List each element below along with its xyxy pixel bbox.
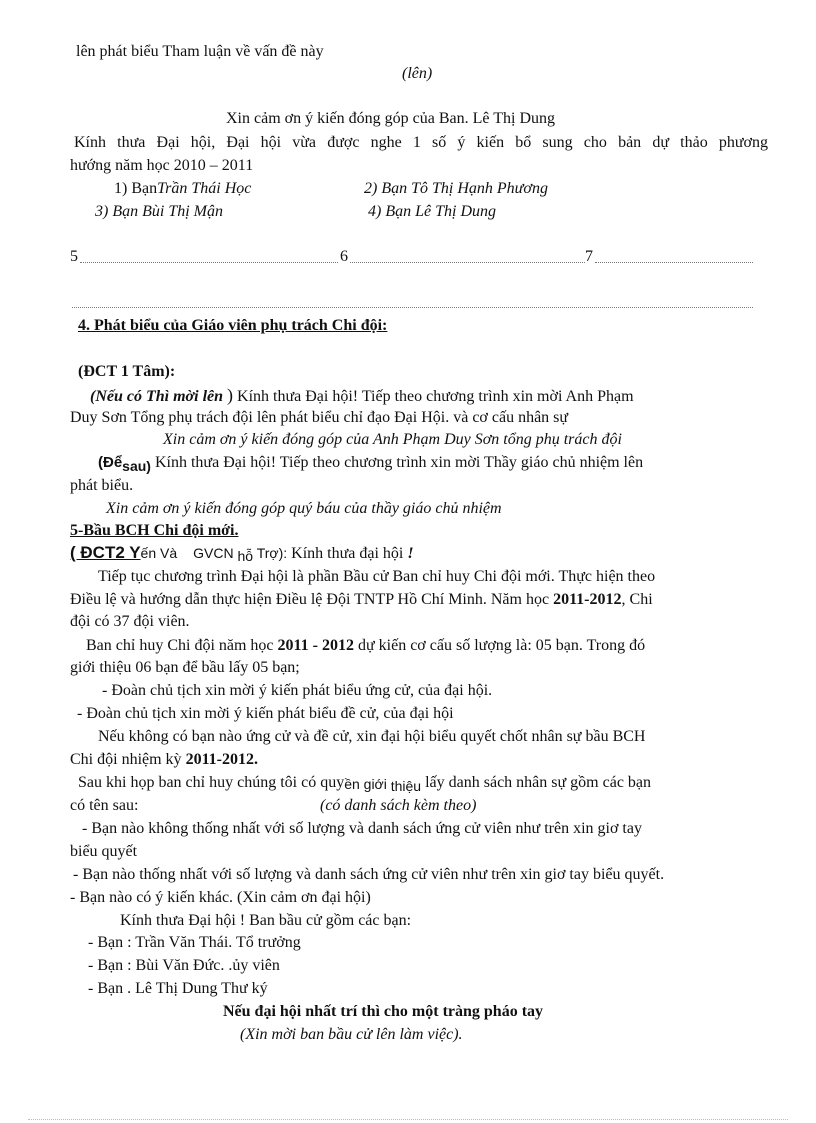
p3-year: 2011-2012: [185, 751, 255, 768]
p1-line-3: đội có 37 đội viên.: [70, 613, 190, 630]
slot-6-dots: [350, 262, 585, 263]
bottom-border: [28, 1119, 788, 1120]
ung-cu-line: - Đoàn chủ tịch xin mời ý kiến phát biểu ứng cử, của đại hội.: [102, 682, 493, 699]
p1-line-2-b: , Chi: [621, 591, 653, 608]
dct1-label: (ĐCT 1 Tâm):: [78, 363, 176, 380]
tro-label: Trợ: [253, 545, 279, 561]
sau-label: sau): [122, 458, 151, 474]
p4-thieu: thiệu: [386, 778, 422, 794]
ban-bau-cu-line: Kính thưa Đại hội ! Ban bầu cử gồm các bạn:: [120, 912, 412, 929]
p3-line-1: Nếu không có bạn nào ứng cử và đề cử, xin đại hội biểu quyết chốt nhân sự bầu BCH: [98, 728, 646, 745]
p2-line-2: giới thiệu 06 bạn để bầu lấy 05 bạn;: [70, 659, 300, 676]
p1-line-2: [70, 590, 653, 609]
dct2-line: [70, 543, 414, 563]
slot-7-number: 7: [585, 248, 593, 265]
slot-5-number: 5: [70, 248, 78, 265]
intro-len: (lên): [402, 65, 433, 82]
intro-line: lên phát biểu Tham luận về vấn đề này: [76, 43, 324, 60]
thong-nhat-line: - Bạn nào thống nhất với số lượng và danh sách ứng cử viên như trên xin giơ tay biểu quyết.: [73, 866, 665, 883]
dct2-kinh-thua: Kính thưa đại hội: [287, 545, 404, 562]
speaker-1: [114, 179, 251, 198]
speaker-1-number: 1) Bạn: [114, 180, 158, 197]
dct2-en-va: ến Và: [140, 545, 178, 561]
speaker-2: 2) Bạn Tô Thị Hạnh Phương: [364, 180, 548, 197]
gvcn-label: GVCN: [193, 545, 234, 561]
speaker-1-name: Trần Thái Học: [157, 180, 252, 197]
y-kien-khac-line: - Bạn nào có ý kiến khác. (Xin cảm ơn đại hội): [70, 889, 371, 906]
kinh-thua-line-2: hướng năm học 2010 – 2011: [70, 157, 254, 174]
ho-label: hỗ: [233, 548, 254, 564]
neu-co-paren: ): [227, 385, 234, 405]
thanks-dung: Xin cảm ơn ý kiến đóng góp của Ban. Lê Thị Dung: [226, 110, 555, 127]
de-label: (Để: [98, 454, 123, 471]
kinh-thua-line-1: Kính thưa Đại hội, Đại hội vừa được nghe 1 số ý kiến bổ sung cho bản dự thảo phương: [74, 134, 768, 151]
p4-line-1-a: Sau khi họp ban chỉ huy chúng tôi có quy: [78, 774, 345, 791]
moi-thay-1: Kính thưa Đại hội! Tiếp theo chương trình xin mời Thầy giáo chủ nhiệm lên: [150, 454, 644, 471]
dct2-close: ):: [278, 545, 288, 561]
dct2-excl: !: [403, 545, 414, 562]
moi-thay-2: phát biểu.: [70, 477, 134, 494]
member-3: - Bạn . Lê Thị Dung Thư ký: [88, 980, 268, 997]
invite-line: (Xin mời ban bầu cử lên làm việc).: [240, 1026, 463, 1043]
moi-anh-son-2: Duy Sơn Tổng phụ trách đội lên phát biểu chỉ đạo Đại Hội. và cơ cấu nhân sự: [70, 409, 569, 426]
p1-line-2-a: Điều lệ và hướng dẫn thực hiện Điều lệ Đội TNTP Hồ Chí Minh. Năm học: [70, 591, 554, 608]
p3-line-2: [70, 750, 258, 769]
de-cu-line: - Đoàn chủ tịch xin mời ý kiến phát biểu đề cử, của đại hội: [77, 705, 454, 722]
speaker-3: 3) Bạn Bùi Thị Mận: [95, 203, 223, 220]
p4-line-1: [78, 773, 651, 792]
p2-line-1-a: Ban chỉ huy Chi đội năm học: [86, 637, 278, 654]
p1-year: 2011-2012: [553, 591, 622, 608]
moi-thay-line: [98, 453, 643, 472]
section-4-heading: 4. Phát biểu của Giáo viên phụ trách Chi đội:: [78, 317, 388, 334]
member-1: - Bạn : Trần Văn Thái. Tổ trưởng: [88, 934, 301, 951]
thanks-son: Xin cảm ơn ý kiến đóng góp của Anh Phạm Duy Sơn tổng phụ trách đội: [163, 431, 622, 448]
moi-anh-son-line: [90, 385, 634, 407]
full-dotted-line: [72, 307, 753, 308]
p3-line-2-a: Chi đội nhiệm kỳ: [70, 751, 186, 768]
p2-line-1: [86, 636, 645, 655]
khong-thong-nhat-2: biểu quyết: [70, 843, 138, 860]
p2-year: 2011 - 2012: [277, 637, 354, 654]
dct2-label: ( ĐCT2 Y: [70, 543, 141, 562]
p4-line-1-b: lấy danh sách nhân sự gồm các bạn: [421, 774, 652, 791]
applause-line: Nếu đại hội nhất trí thì cho một tràng pháo tay: [223, 1003, 544, 1020]
p1-line-1: Tiếp tục chương trình Đại hội là phần Bầu cử Ban chỉ huy Chi đội mới. Thực hiện theo: [98, 568, 656, 585]
p4-line-2: có tên sau:: [70, 797, 139, 814]
thanks-thay: Xin cảm ơn ý kiến đóng góp quý báu của thầy giáo chủ nhiệm: [106, 500, 502, 517]
slot-5-dots: [80, 262, 338, 263]
p4-gioi: giới: [359, 776, 387, 792]
section-5-heading: 5-Bầu BCH Chi đội mới.: [70, 522, 239, 539]
slot-7-dots: [595, 262, 753, 263]
speaker-4: 4) Bạn Lê Thị Dung: [368, 203, 496, 220]
khong-thong-nhat-1: - Bạn nào không thống nhất với số lượng và danh sách ứng cử viên như trên xin giơ tay: [82, 820, 642, 837]
p4-note: (có danh sách kèm theo): [320, 797, 477, 814]
slot-6-number: 6: [340, 248, 348, 265]
neu-co-note: (Nếu có Thì mời lên: [90, 388, 224, 405]
member-2: - Bạn : Bùi Văn Đức. .ủy viên: [88, 957, 280, 974]
p2-line-1-b: dự kiến cơ cấu số lượng là: 05 bạn. Trong đó: [353, 637, 646, 654]
moi-anh-son-1: Kính thưa Đại hội! Tiếp theo chương trình xin mời Anh Phạm: [233, 388, 634, 405]
p4-quyen-suffix: ền: [344, 776, 360, 792]
p3-line-2-b: .: [254, 751, 259, 768]
